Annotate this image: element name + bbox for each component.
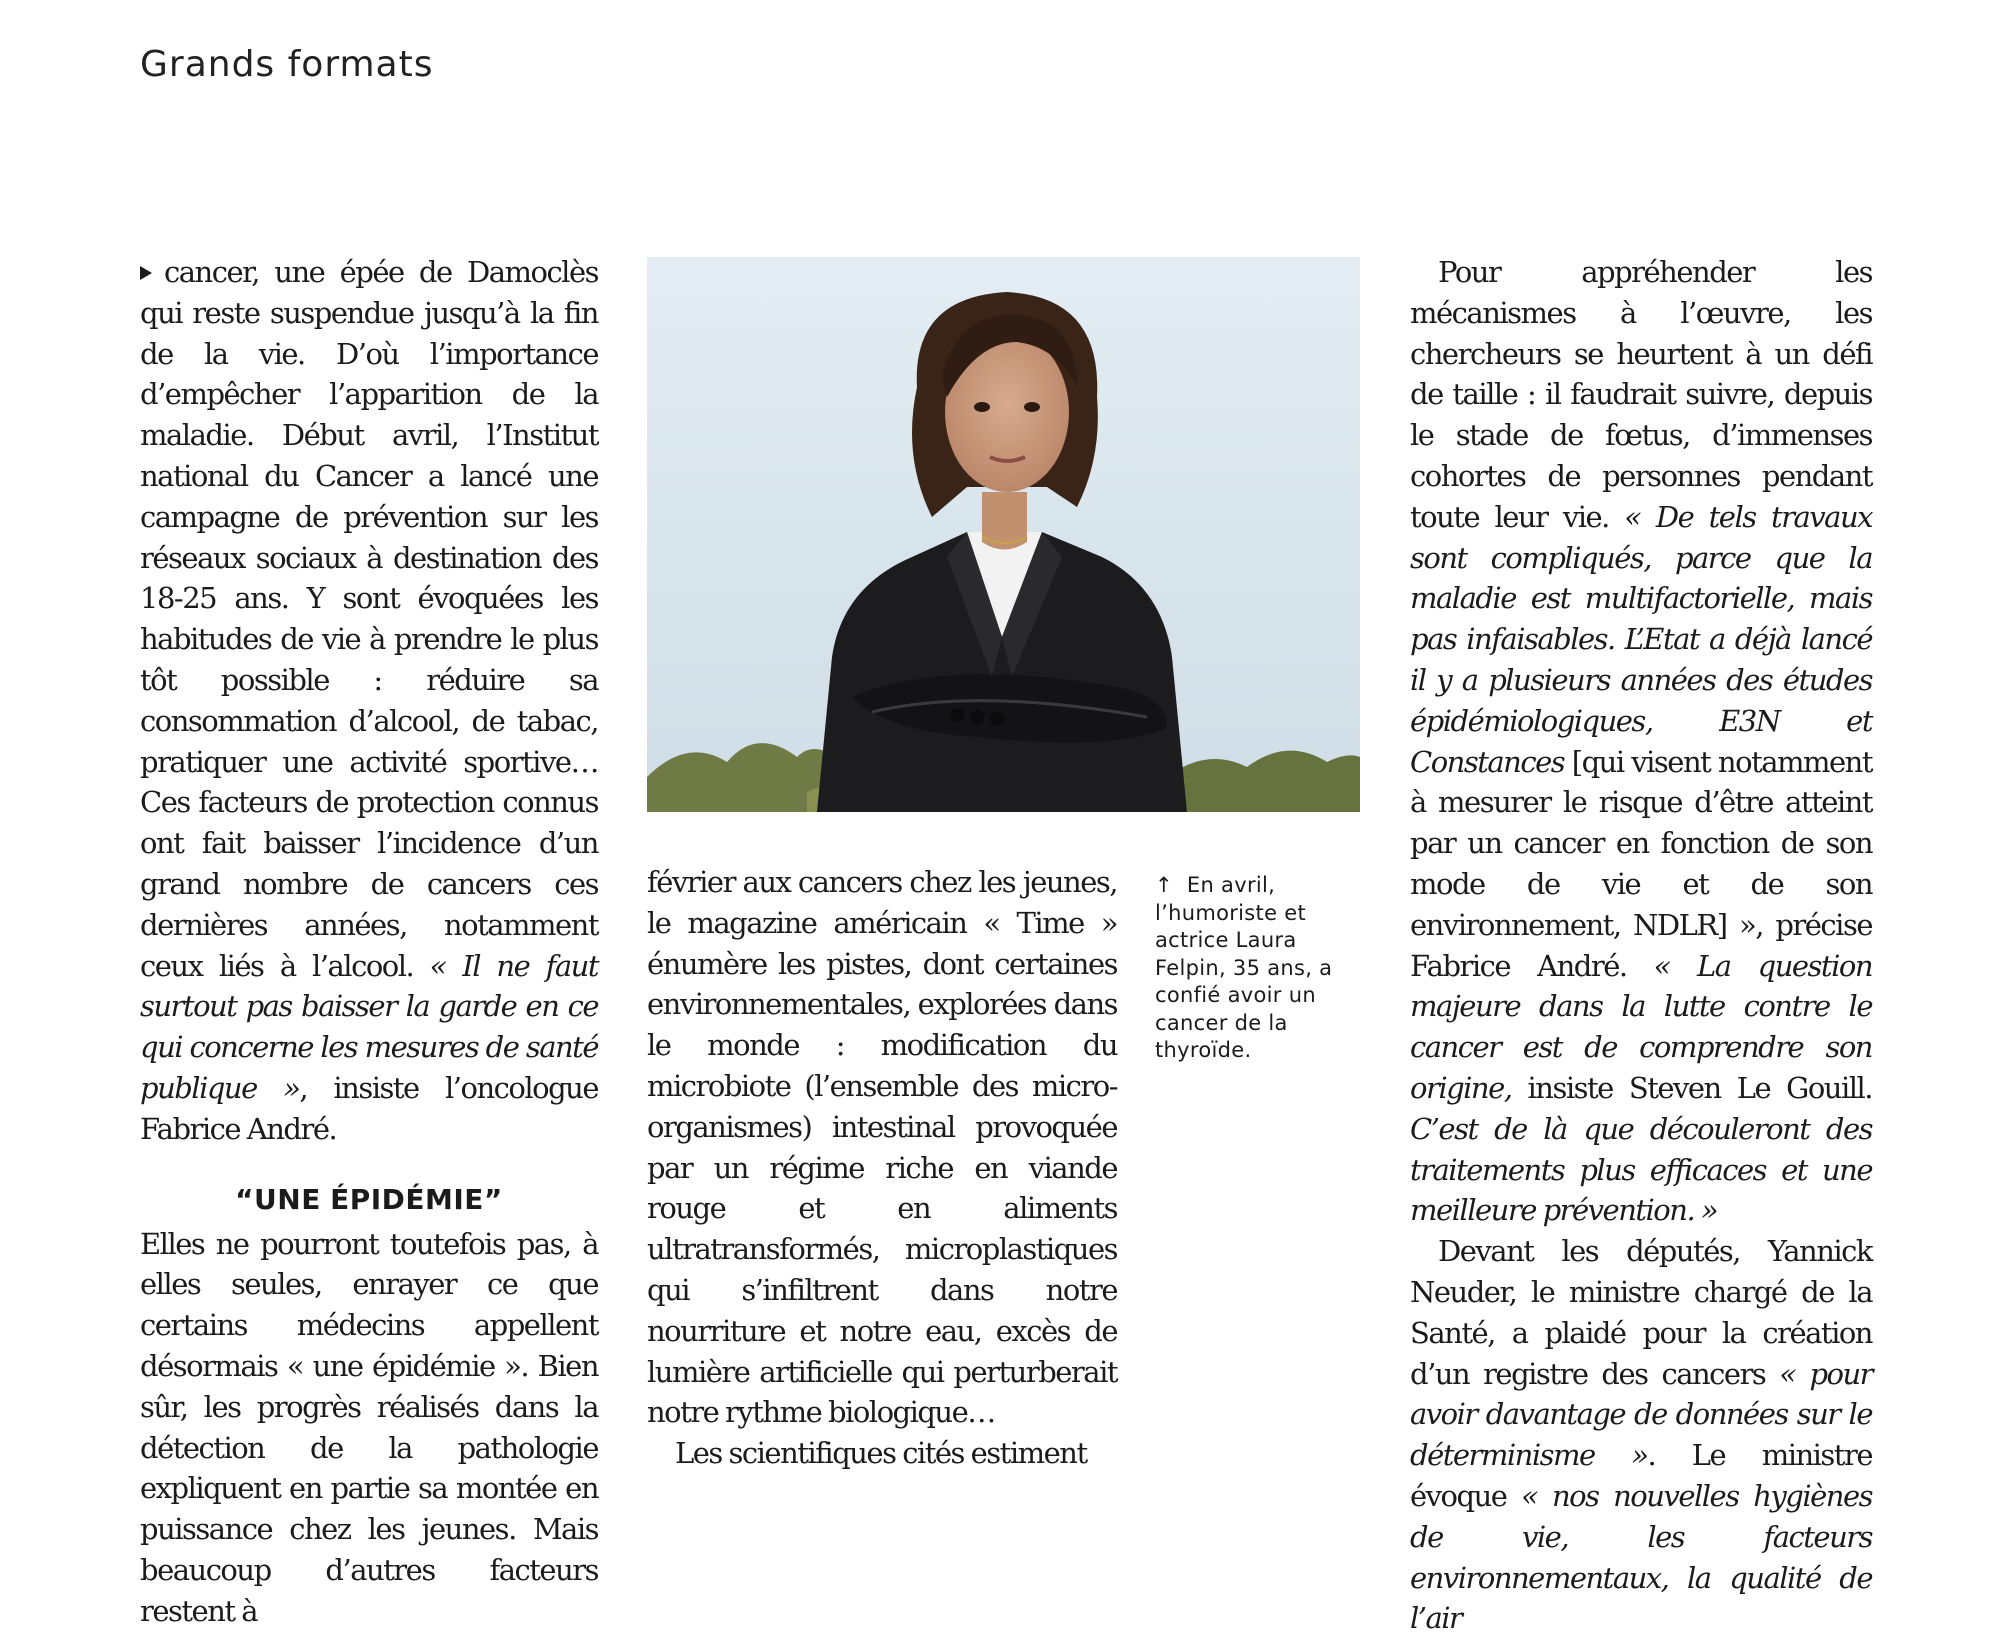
paragraph: Devant les députés, Yannick Neuder, le ministre chargé de la Santé, a plaidé pour la création d’un registre des cancers « pour avoir davantage de données sur le déterminisme ». Le ministre évoque « nos nouvelles hygiènes de vie, les facteurs environnementaux, la qualité de l’air xyxy=(1410,1234,1873,1636)
quote: « De tels travaux sont compliqués, parce que la maladie est multifactorielle, mais pas infaisables. L’Etat a déjà lancé il y a plusieurs années des études épidémiologiques, E3N et Constances xyxy=(1410,499,1873,779)
subheading: “UNE ÉPIDÉMIE” xyxy=(235,1182,503,1216)
quote: « pour avoir davantage de données sur le déterminisme » xyxy=(1410,1356,1873,1473)
article-column-1 xyxy=(140,252,598,1632)
photo-caption xyxy=(1155,872,1335,1065)
section-label: Grands formats xyxy=(140,44,434,85)
paragraph: Les scientifiques cités estiment xyxy=(675,1436,1087,1471)
caption-text: En avril, l’humoriste et actrice Laura Felpin, 35 ans, a confié avoir un cancer de la thyroïde. xyxy=(1155,873,1333,1062)
quote: « Il ne faut surtout pas baisser la garde en ce qui concerne les mesures de santé publique » xyxy=(140,948,599,1105)
up-arrow-icon: ↑ xyxy=(1155,873,1173,897)
paragraph: Pour appréhender les mécanismes à l’œuvre, les chercheurs se heurtent à un défi de taille : il faudrait suivre, depuis le stade de fœtus, d’immenses cohortes de personnes pendant toute leur vie. « De tels travaux sont compliqués, parce que la maladie est multifactorielle, mais pas infaisables. L’Etat a déjà lancé il y a plusieurs années des études épidémiologiques, E3N et Constances [qui visent notamment à mesurer le risque d’être atteint par un cancer en fonction de son mode de vie et de son environnement, NDLR] », précise Fabrice André. « La question majeure dans la lutte contre le cancer est de comprendre son origine, insiste Steven Le Gouill. C’est de là que découleront des traitements plus efficaces et une meilleure prévention. » xyxy=(1410,255,1873,1228)
quote: « La question majeure dans la lutte contre le cancer est de comprendre son origine, xyxy=(1410,948,1872,1105)
paragraph: cancer, une épée de Damoclès qui reste suspendue jusqu’à la fin de la vie. D’où l’importance d’empêcher l’apparition de la maladie. Début avril, l’Institut national du Cancer a lancé une campagne de prévention sur les réseaux sociaux à destination des 18-25 ans. Y sont évoquées les habitudes de vie à prendre le plus tôt possible : réduire sa consommation d’alcool, de tabac, pratiquer une activité sportive… Ces facteurs de protection connus ont fait baisser l’incidence d’un grand nombre de cancers ces dernières années, notamment ceux liés à l’alcool. « Il ne faut surtout pas baisser la garde en ce qui concerne les mesures de santé publique », insiste l’oncologue Fabrice André. xyxy=(140,255,599,1146)
paragraph: Elles ne pourront toutefois pas, à elles seules, enrayer ce que certains médecins appellent désormais « une épidémie ». Bien sûr, les progrès réalisés dans la détection de la pathologie expliquent en partie sa montée en puissance chez les jeunes. Mais beaucoup d’autres facteurs restent à xyxy=(140,1226,598,1628)
article-column-3 xyxy=(1410,252,1872,1639)
quote: « nos nouvelles hygiènes de vie, les facteurs environnementaux, la qualité de l’air xyxy=(1410,1478,1873,1636)
article-column-2 xyxy=(647,862,1117,1474)
quote: C’est de là que découleront des traitements plus efficaces et une meilleure prévention. » xyxy=(1410,1111,1872,1228)
portrait-photo xyxy=(647,257,1360,812)
paragraph: février aux cancers chez les jeunes, le magazine américain « Time » énumère les pistes, dont certaines environnementales, explorées dans le monde : modification du microbiote (l’ensemble des micro-organismes) intestinal provoquée par un régime riche en viande rouge et en aliments ultratransformés, microplastiques qui s’infiltrent dans notre nourriture et notre eau, excès de lumière artificielle qui perturberait notre rythme biologique… xyxy=(647,865,1117,1430)
continuation-triangle-icon xyxy=(140,266,152,280)
